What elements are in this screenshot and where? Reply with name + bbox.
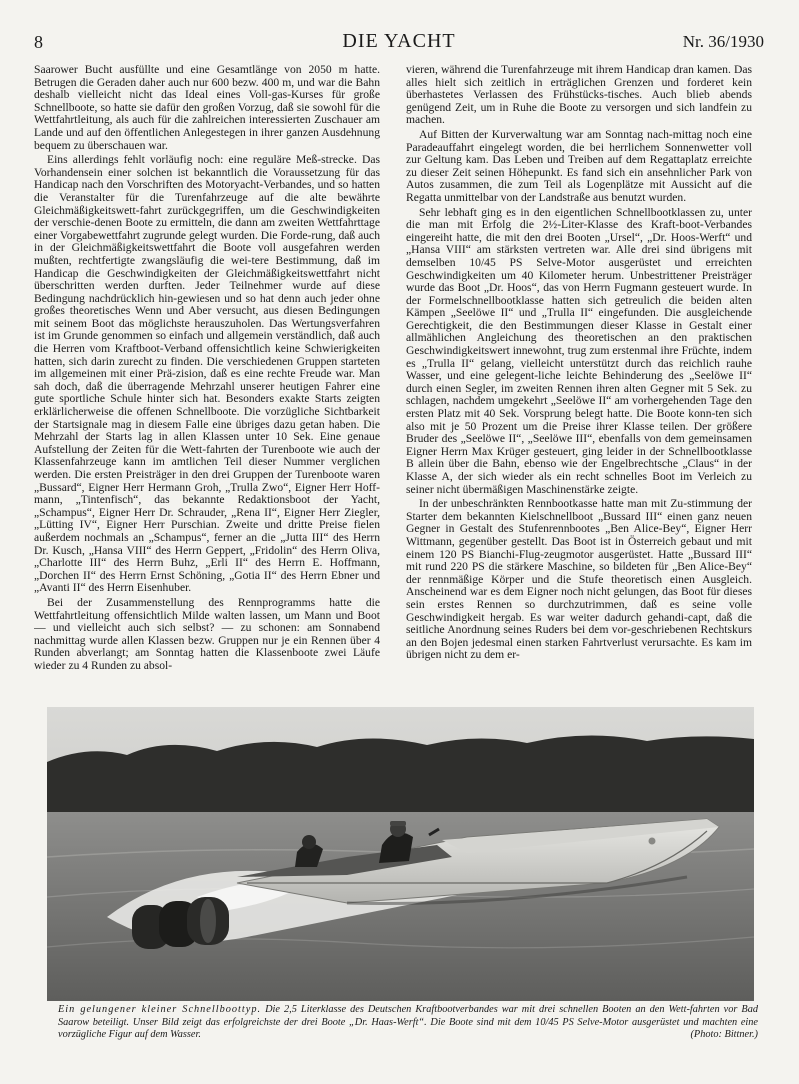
page-number: 8	[34, 32, 43, 52]
left-column	[34, 64, 380, 696]
motorboat-illustration	[47, 707, 754, 1001]
right-paragraph-1: vieren, während die Turenfahrzeuge mit ihrem Handicap dran kamen. Das alles hielt sich zeitlich in erträglichen Grenzen und forderet kein überhastetes Verlassen des Frühstücks-tisches. Auch blieb abends genügend Zeit, um in Ruhe die Boote zu versorgen und sich landfein zu machen.	[406, 64, 752, 127]
journal-title: DIE YACHT	[342, 30, 456, 52]
right-paragraph-4: In der unbeschränkten Rennbootkasse hatte man mit Zu-stimmung der Starter dem bekannten Kielschnellboot „Bussard III“ einen ganz neuen Gegner in Gestalt des Stufenrennbootes „Ben Alice-Bey“, Eigner Herr Wittmann, gegenüber gestellt. Das Boot ist in Österreich gebaut und mit einem 120 PS Bianchi-Flug-zeugmotor ausgerüstet. Hatte „Bussard III“ mit rund 220 PS die stärkere Maschine, so bildeten für „Ben Alice-Bey“ der rennmäßige Körper und die Stufe theoretisch einen Ausgleich. Anscheinend war es dem Eigner noch nicht gelungen, das Boot für dieses sein erstes Rennen so durchzutrimmen, daß es seine volle Geschwindigkeit hergab. Es war weiter dadurch gehandi-capt, daß die seitliche Anordnung seines Ruders bei dem vor-geschriebenen Rechtskurs an den Bojen jedesmal einen starken Fahrtverlust verursachte. Es kam im übrigen nicht zu dem er-	[406, 497, 752, 662]
figure-caption	[58, 1004, 758, 1042]
treeline	[47, 735, 754, 819]
motorboat-photo	[47, 707, 754, 1001]
page-header	[34, 30, 764, 54]
right-paragraph-2: Auf Bitten der Kurverwaltung war am Sonntag nach-mittag noch eine Paradeauffahrt eingelegt worden, die bei herrlichem Sonnenwetter voll zur Geltung kam. Das Leben und Treiben auf dem Regattaplatz erreichte zu dieser Zeit seinen Höhepunkt. Es fand sich ein ansehnlicher Park von Autos zusammen, die zum Teil als Logenplätze mit Aussicht auf die Regatta unmittelbar von der Landstraße aus benutzt wurden.	[406, 127, 752, 204]
caption-lead: Ein gelungener kleiner Schnellboottyp.	[58, 1004, 262, 1015]
photo-credit: (Photo: Bittner.)	[690, 1029, 758, 1040]
right-column	[406, 64, 752, 696]
left-paragraph-1: Saarower Bucht ausfüllte und eine Gesamtlänge von 2050 m hatte. Betrugen die Geraden daher auch nur 600 bezw. 400 m, und war die Bahn deshalb vielleicht nicht das Ideal eines Voll-gas-Kurses für große Schnellboote, so hatte sie dafür den großen Vorzug, daß sie sowohl für die Wettfahrtleitung, als auch für die zahlreichen interessierten Zuschauer am Lande und auf den öffentlichen Anlegestegen in ihrer ganzen Ausdehnung bequem zu überschauen war.	[34, 64, 380, 152]
issue-number: Nr. 36/1930	[682, 32, 764, 51]
left-paragraph-3: Bei der Zusammenstellung des Rennprogramms hatte die Wettfahrtleitung offensichtlich Milde walten lassen, um Mann und Boot — und vielleicht auch sich selbst? — zu schonen: am Sonnabend nachmittag wurde allen Klassen bezw. Gruppen nur je ein Rennen über 4 Runden abverlangt; am Sonntag hatten die Klassenboote zwei Läufe wieder zu 4 Runden zu absol-	[34, 595, 380, 672]
left-paragraph-2: Eins allerdings fehlt vorläufig noch: eine reguläre Meß-strecke. Das Vorhandensein einer solchen ist bekanntlich die Voraussetzung für das Handicap nach den Vorschriften des Motoryacht-Verbandes, und so hatten die Veranstalter für die Turenfahrzeuge auf die alte bewährte Gleichmäßigkeitswett-fahrt zurückgegriffen, um die Geschwindigkeiten der verschie-denen Boote zu ermitteln, die dann am zweiten Wettfahrttage einer Vorgabewettfahrt zugrunde gelegt wurden. Die Forde-rung, daß auch in der Gleichmäßigkeitswettfahrt die Boote voll ausgefahren werden mußten, rechtfertigte zwangsläufig die wei-tere Bestimmung, daß im Handicap die Geschwindigkeiten der Gleichmäßigkeitswettfahrt nicht überschritten werden durften. Jeder Teilnehmer wurde auf diese Bedingung nachdrücklich hin-gewiesen und so hat denn auch jeder ohne großes theoretisches Wenn und Aber versucht, aus diesen Bedingungen mit seinem Boot das möglichste herauszuholen. Das Wertungsverfahren ist im Grunde genommen so einfach und allgemein verständlich, daß auch die Herren vom Kraftboot-Verband offensichtlich keine Schwierigkeiten hatten, sich darin zurecht zu finden. Die verschiedenen Gruppen starteten im allgemeinen mit einer Prä-zision, daß es eine rechte Freude war. Man sah doch, daß die überragende Mehrzahl unserer heutigen Fahrer eine gute sportliche Schule hinter sich hat. Besonders exakte Starts zeigten erklärlicherweise die offenen Schnellboote. Die vorzügliche Sichtbarkeit der Startsignale mag in diesem Falle eine übriges dazu getan haben. Die Mehrzahl der Starts lag in allen Klassen unter 10 Sek. Eine genaue Aufstellung der Zeiten für die Wett-fahrten der Turenboote wie auch der Klassenfahrzeuge kann im amtlichen Teil dieser Nummer verglichen werden. Die ersten Preisträger in den drei Gruppen der Turenboote waren „Bussard“, Eigner Herr Hermann Groh, „Trulla Zwo“, Eigner Herr Hoff-mann, „Tintenfisch“, das bekannte Redaktionsboot der Yacht, „Schampus“, Eigner Herr Dr. Schrauder, „Rena II“, Eigner Herr Ziegler, „Lütting IV“, Eigner Herr Purschian. Zweite und dritte Preise fielen außerdem nochmals an „Schampus“, ferner an die „Jutta III“ des Herrn Dr. Kusch, „Hansa VIII“ des Herrn Geppert, „Fridolin“ des Herrn Oliva, „Charlotte III“ des Herrn Buhz, „Erli II“ des Herrn E. Hoffmann, „Dorchen II“ des Herrn Ernst Schöning, „Gotia II“ des Herrn Ebner und „Avanti II“ des Herrn Eisenhuber.	[34, 153, 380, 595]
caption-text: Die 2,5 Literklasse des Deutschen Kraftbootverbandes war mit drei schnellen Booten an den Wett-fahrten vor Bad Saarow beteiligt. Unser Bild zeigt das erfolgreichste der drei Boote „Dr. Haas-Werft“. Die Boote sind mit dem 10/45 PS Selve-Motor ausgerüstet und machten eine vorzügliche Figur auf dem Wasser.	[58, 1004, 758, 1040]
right-paragraph-3: Sehr lebhaft ging es in den eigentlichen Schnellbootklassen zu, unter die man mit Erfolg die 2½-Liter-Klasse des Kraft-boot-Verbandes eingereiht hatte, die mit den drei Booten „Ursel“, „Dr. Hoos-Werft“ und „Hansa VIII“ am stärksten vertreten war. Alle drei sind übrigens mit demselben 10/45 PS Selve-Motor ausgerüstet und erreichten Geschwindigkeiten um 40 Kilometer herum. Unbestrittener Preisträger wurde das Boot „Dr. Hoos“, das von Herrn Fugmann gesteuert wurde. In der Formelschnellbootklasse hatten sich getreulich die beiden alten Kämpen „Seelöwe II“ und „Trulla II“ eingefunden. Die ausgleichende Gerechtigkeit, die den Bestimmungen dieser Klasse in Gestalt einer allmählichen Angleichung des theoretischen an den praktischen Geschwindigkeitswert innewohnt, trug zum erstenmal ihre Früchte, indem es „Trulla II“ gelang, vielleicht unterstützt durch das reichlich rauhe Wasser, und eine gelegent-liche leichte Behinderung des „Seelöwe II“ durch einen Segler, im zweiten Rennen ihren alten Gegner mit 5 Sek. zu schlagen, nachdem umgekehrt „Seelöwe II“ am vorhergehenden Tage den ersten Platz mit 40 Sek. Vorsprung belegt hatte. Die Boote konn-ten sich also mit je 50 Prozent um die Preise ihrer Klasse teilen. Der größere Bruder des „Seelöwe II“, „Seelöwe III“, ebenfalls von dem gemeinsamen Eigner Herrn Max Krüger gesteuert, ging leider in der Schnellbootklasse B allein über die Bahn, ebenso wie der Engelbrechtsche „Claus“ in der Klasse A, der sich wieder als ein recht schnelles Boot im Verleich zu seiner nicht übermäßigen Maschinenstärke zeigte.	[406, 205, 752, 496]
